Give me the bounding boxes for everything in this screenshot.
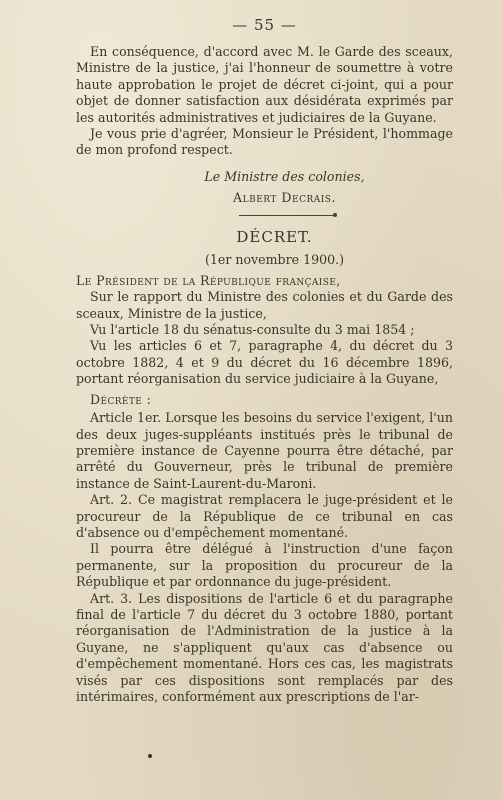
consideration-paragraph: Vu l'article 18 du sénatus-consulte du 3 mai 1854 ; (90, 322, 415, 338)
article-paragraph: Article 1er. Lorsque les besoins du service l'exigent, l'un des deux juges-suppléants institués près le tribunal de première instance de Cayenne pourra être détaché, par arrêté du Gouverneur, près le tribunal de première instance de Saint-Laurent-du-Maroni. (76, 410, 453, 491)
separator-rule (239, 215, 335, 216)
decree-heading: DÉCRET. (236, 227, 313, 246)
intro-paragraph: En conséquence, d'accord avec M. le Garde des sceaux, Ministre de la justice, j'ai l'honneur de soumettre à votre haute approbation le projet de décret ci-joint, qui a pour objet de donner satisfaction aux désidérata exprimés par les autorités administratives et judiciaires de la Guyane. (76, 44, 453, 125)
article-paragraph: Art. 3. Les dispositions de l'article 6 et du paragraphe final de l'article 7 du décret du 3 octobre 1880, portant réorganisation de l'Administration de la justice à la Guyane, ne s'appliquent qu'aux cas d'absence ou d'empêchement momentané. Hors ces cas, les magistrats visés par ces dispositions sont remplacés par des intérimaires, conformément aux prescriptions de l'ar- (76, 590, 453, 704)
consideration-paragraph: Sur le rapport du Ministre des colonies et du Garde des sceaux, Ministre de la justice, (76, 289, 453, 321)
closing-paragraph: Je vous prie d'agréer, Monsieur le Président, l'hommage de mon profond respect. (76, 126, 453, 158)
decrete-line: Décrète : (90, 391, 152, 407)
consideration-paragraph: Vu les articles 6 et 7, paragraphe 4, du décret du 3 octobre 1882, 4 et 9 du décret du 16 décembre 1896, portant réorganisation du service judiciaire à la Guyane, (76, 338, 453, 387)
article-paragraph: Art. 2. Ce magistrat remplacera le juge-président et le procureur de la République de ce tribunal en cas d'absence ou d'empêchement momentané. (76, 492, 453, 540)
decree-date: (1er novembre 1900.) (204, 251, 345, 267)
signature-title: Le Ministre des colonies, (204, 168, 365, 184)
signature-name: Albert Decrais. (233, 189, 336, 205)
ink-spot (148, 754, 152, 758)
president-line: Le Président de la République française, (76, 272, 341, 288)
page-number: — 55 — (232, 16, 297, 34)
article-paragraph: Il pourra être délégué à l'instruction d'une façon permanente, sur la proposition du procureur de la République et par ordonnance du juge-président. (76, 541, 453, 590)
